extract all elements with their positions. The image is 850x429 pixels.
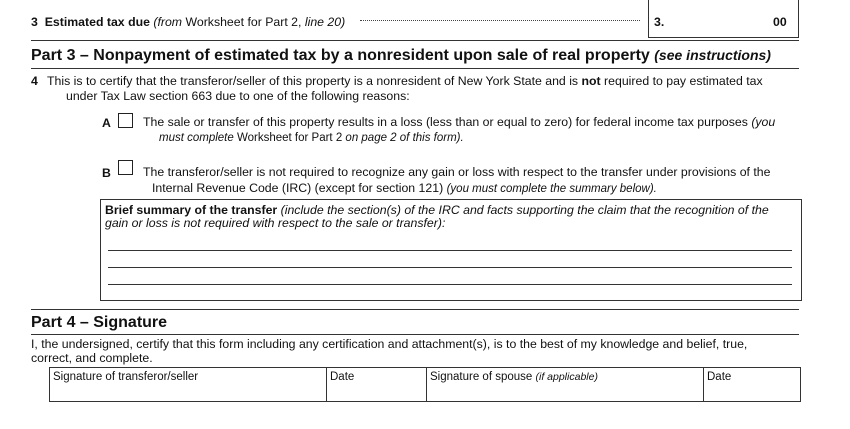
option-a-text-line-1: The sale or transfer of this property results in a loss (less than or equal to zero) for federal income tax purposes (you — [143, 115, 776, 129]
certification-line-2: correct, and complete. — [31, 351, 153, 365]
estimated-tax-cents-field[interactable] — [762, 0, 799, 38]
date-label: Date — [330, 371, 355, 383]
transferor-date-field[interactable] — [327, 368, 427, 401]
divider — [31, 68, 799, 69]
cents-value: 00 — [773, 15, 787, 29]
item-4-number: 4 — [31, 74, 38, 88]
estimated-tax-due-label: Estimated tax due — [44, 15, 150, 29]
leader-dots — [360, 20, 640, 21]
transferor-signature-label: Signature of transferor/seller — [53, 371, 199, 383]
option-a-checkbox[interactable] — [118, 113, 133, 128]
divider — [31, 334, 799, 335]
item-4-intro-line-1: This is to certify that the transferor/seller of this property is a nonresident of New York State and is not required to pay estimated tax — [47, 74, 763, 88]
summary-line-3[interactable] — [108, 284, 792, 285]
option-b-text-line-2: Internal Revenue Code (IRC) (except for section 121) (you must complete the summary below). — [152, 181, 657, 195]
brief-summary-label-line-2: gain or loss is not required with respect to the sale or transfer): — [105, 216, 446, 230]
spouse-signature-label: Signature of spouse (if applicable) — [430, 371, 598, 383]
summary-line-2[interactable] — [108, 267, 792, 268]
transferor-signature-field[interactable] — [50, 368, 327, 401]
brief-summary-label-line-1: Brief summary of the transfer (include the section(s) of the IRC and facts supporting the claim that the recognition of the — [105, 203, 769, 217]
part-4-title: Part 4 – Signature — [31, 314, 168, 331]
divider — [31, 40, 799, 41]
summary-line-1[interactable] — [108, 250, 792, 251]
option-b-text-line-1: The transferor/seller is not required to recognize any gain or loss with respect to the transfer under provisions of the — [143, 165, 771, 179]
certification-line-1: I, the undersigned, certify that this form including any certification and attachment(s), is to the best of my knowledge and belief, true, — [31, 337, 748, 351]
brief-summary-box — [100, 199, 802, 301]
spouse-signature-field[interactable] — [427, 368, 704, 401]
item-4-intro-line-2: under Tax Law section 663 due to one of the following reasons: — [66, 89, 410, 103]
part-3-title-note: (see instructions) — [654, 47, 771, 63]
option-b-checkbox[interactable] — [118, 160, 133, 175]
date-label: Date — [707, 371, 732, 383]
line-3-label: 3 Estimated tax due (from Worksheet for Part 2, line 20) — [31, 15, 346, 29]
line-3-box-label: 3. — [654, 15, 665, 29]
option-a-letter: A — [102, 116, 111, 130]
option-a-text-line-2: must complete Worksheet for Part 2 on page 2 of this form). — [159, 132, 464, 144]
estimated-tax-amount-field[interactable] — [673, 0, 763, 38]
option-b-letter: B — [102, 166, 111, 180]
divider — [31, 309, 799, 310]
part-3-title: Part 3 – Nonpayment of estimated tax by a nonresident upon sale of real property (see instructions) — [31, 47, 771, 64]
signature-row — [49, 367, 801, 402]
spouse-date-field[interactable] — [704, 368, 800, 401]
line-number: 3 — [31, 15, 38, 29]
line-3-number-box — [648, 0, 675, 38]
